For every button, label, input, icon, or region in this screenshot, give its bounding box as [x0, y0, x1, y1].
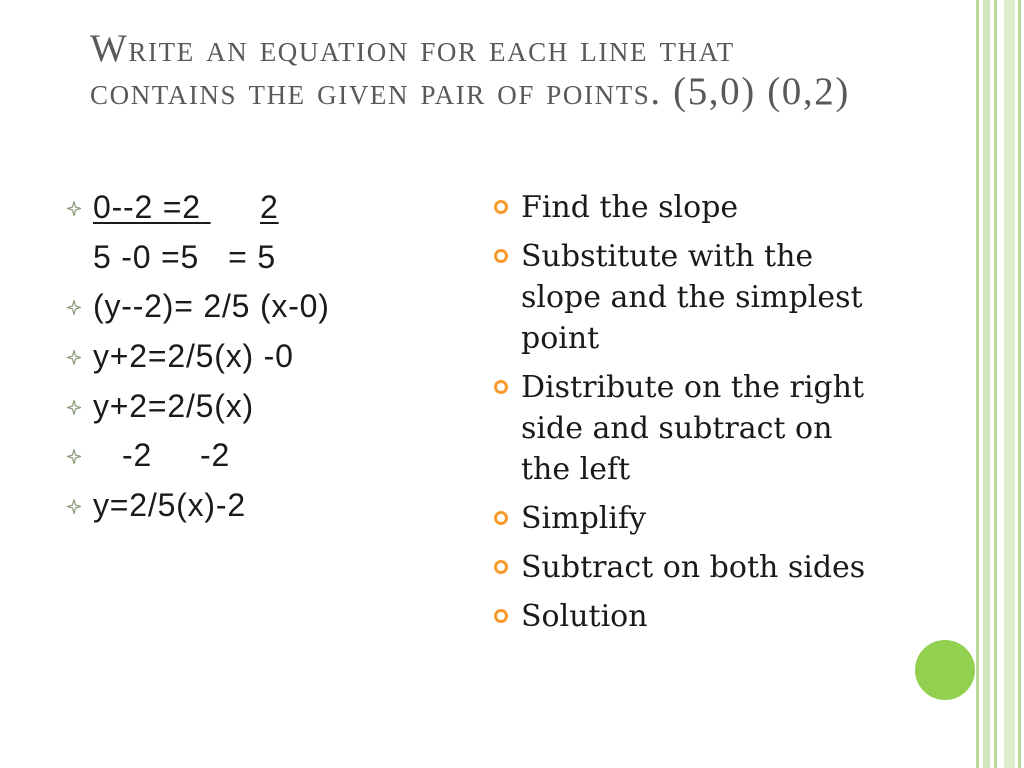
list-item: [0, 388, 460, 438]
step-description-line: Simplify: [521, 501, 647, 536]
list-item: [494, 596, 894, 637]
slide-title-line: contains the given pair of points. (5,0) (0,2): [90, 70, 850, 113]
slope-numerator-right: 2: [260, 189, 279, 225]
step-description-line: Find the slope: [521, 190, 739, 225]
list-item: [494, 547, 894, 588]
circle-bullet-icon: [494, 200, 508, 214]
list-item: [494, 367, 894, 490]
step-description-line: Distribute on the right: [521, 370, 865, 405]
four-pointed-star-icon: [67, 400, 81, 415]
decorative-stripe: [976, 0, 979, 768]
step-description-line: point: [521, 321, 600, 356]
subtract-left-term: -2: [122, 437, 153, 474]
list-item: [494, 236, 894, 359]
four-pointed-star-icon: [67, 300, 81, 315]
step-description-line: Substitute with the: [521, 239, 814, 274]
subtract-right-term: -2: [200, 437, 231, 474]
step-descriptions-list: [494, 187, 894, 645]
circle-bullet-icon: [494, 609, 508, 623]
decorative-stripe: [1004, 0, 1015, 768]
slope-denominator: 5 -0 =5 = 5: [93, 238, 276, 275]
step-description-line: Subtract on both sides: [521, 550, 866, 585]
four-pointed-star-icon: [67, 201, 81, 216]
accent-circle: [915, 640, 975, 700]
circle-bullet-icon: [494, 560, 508, 574]
slide-title-line: Write an equation for each line that: [90, 27, 735, 70]
step-text: y+2=2/5(x) -0: [93, 338, 294, 375]
step-description-line: slope and the simplest: [521, 280, 863, 315]
step-description-line: side and subtract on: [521, 411, 833, 446]
list-item: [0, 189, 460, 239]
list-item: [494, 187, 894, 228]
decorative-stripe: [983, 0, 990, 768]
list-item: [0, 239, 460, 289]
decorative-stripe: [994, 0, 997, 768]
circle-bullet-icon: [494, 380, 508, 394]
list-item: [0, 338, 460, 388]
circle-bullet-icon: [494, 511, 508, 525]
four-pointed-star-icon: [67, 350, 81, 365]
circle-bullet-icon: [494, 249, 508, 263]
final-equation: y=2/5(x)-2: [93, 487, 246, 524]
slide-title: [90, 27, 850, 113]
list-item: [0, 487, 460, 537]
list-item: [0, 437, 460, 487]
four-pointed-star-icon: [67, 449, 81, 464]
decorative-stripe: [1018, 0, 1021, 768]
slope-numerator-left: 0--2 =2: [93, 189, 201, 225]
list-item: [494, 498, 894, 539]
worked-steps-list: [0, 189, 460, 537]
list-item: [0, 288, 460, 338]
step-description-line: the left: [521, 452, 631, 487]
step-text: y+2=2/5(x): [93, 387, 254, 424]
step-description-line: Solution: [521, 599, 648, 634]
step-text: (y--2)= 2/5 (x-0): [93, 288, 330, 325]
four-pointed-star-icon: [67, 499, 81, 514]
